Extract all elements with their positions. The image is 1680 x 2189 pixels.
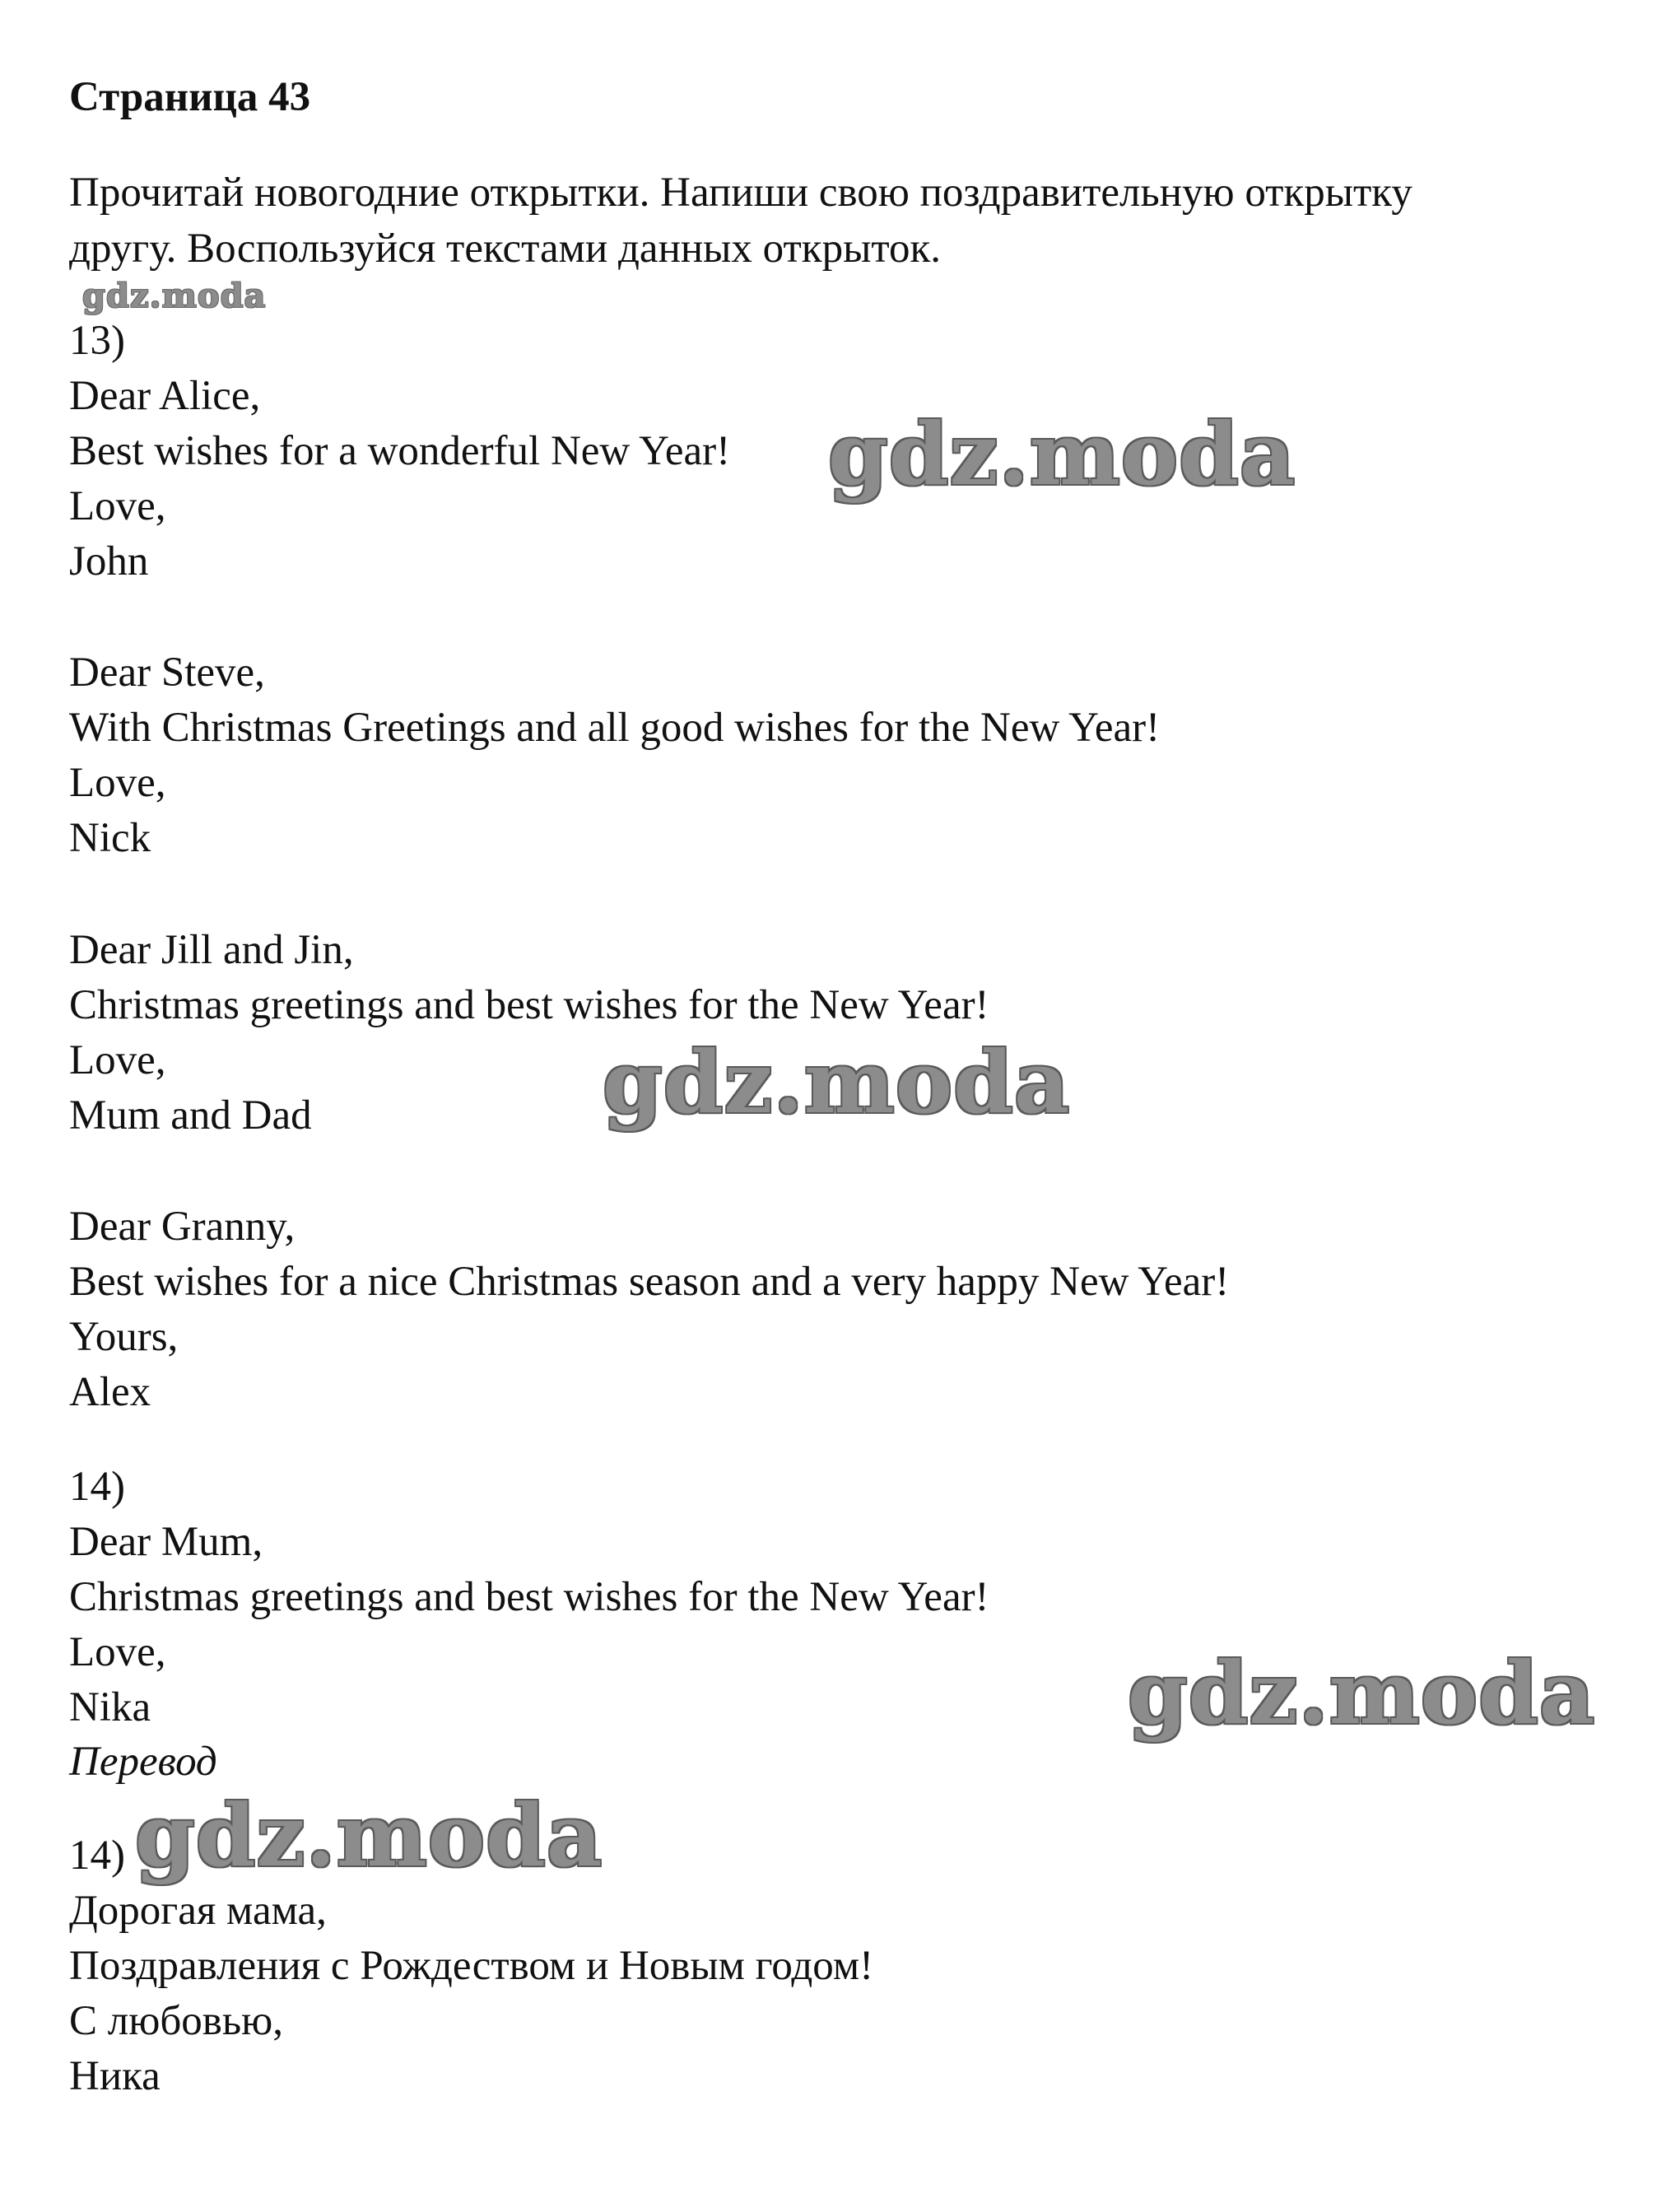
card-1-greeting: Dear Alice, <box>69 373 261 419</box>
card-4-wish: Best wishes for a nice Christmas season and a very happy New Year! <box>69 1259 1230 1305</box>
card-5-greeting: Dear Mum, <box>69 1519 263 1565</box>
task-text-line-2: другу. Воспользуйся текстами данных открыток. <box>69 226 941 272</box>
card-3-greeting: Dear Jill and Jin, <box>69 927 354 973</box>
card-3-closing: Love, <box>69 1037 166 1083</box>
card-1-wish: Best wishes for a wonderful New Year! <box>69 428 731 474</box>
page-title: Страница 43 <box>69 74 311 120</box>
card-4-signature: Alex <box>69 1369 151 1415</box>
card-1-signature: John <box>69 538 149 585</box>
card-5-wish: Christmas greetings and best wishes for the New Year! <box>69 1574 989 1620</box>
card-4-greeting: Dear Granny, <box>69 1204 296 1250</box>
translation-closing: С любовью, <box>69 1998 283 2044</box>
translation-greeting: Дорогая мама, <box>69 1888 327 1934</box>
watermark-2: gdz.moda <box>603 1032 1071 1133</box>
translation-number: 14) <box>69 1833 125 1879</box>
card-5-signature: Nika <box>69 1684 151 1730</box>
card-2-greeting: Dear Steve, <box>69 650 265 696</box>
card-3-wish: Christmas greetings and best wishes for the New Year! <box>69 982 989 1028</box>
translation-signature: Ника <box>69 2053 161 2099</box>
translation-wish: Поздравления с Рождеством и Новым годом! <box>69 1943 874 1989</box>
exercise-14-number: 14) <box>69 1464 125 1510</box>
card-2-wish: With Christmas Greetings and all good wishes for the New Year! <box>69 705 1161 751</box>
card-2-closing: Love, <box>69 760 166 806</box>
task-text-line-1: Прочитай новогодние открытки. Напиши свою поздравительную открытку <box>69 170 1412 216</box>
translation-label: Перевод <box>69 1739 217 1785</box>
watermark-3: gdz.moda <box>1128 1642 1596 1744</box>
card-4-closing: Yours, <box>69 1314 179 1360</box>
card-2-signature: Nick <box>69 815 151 861</box>
watermark-small: gdz.moda <box>82 277 267 315</box>
watermark-4: gdz.moda <box>135 1785 603 1886</box>
exercise-13-number: 13) <box>69 318 125 364</box>
card-5-closing: Love, <box>69 1629 166 1675</box>
watermark-1: gdz.moda <box>828 403 1296 505</box>
card-3-signature: Mum and Dad <box>69 1092 312 1139</box>
card-1-closing: Love, <box>69 483 166 529</box>
